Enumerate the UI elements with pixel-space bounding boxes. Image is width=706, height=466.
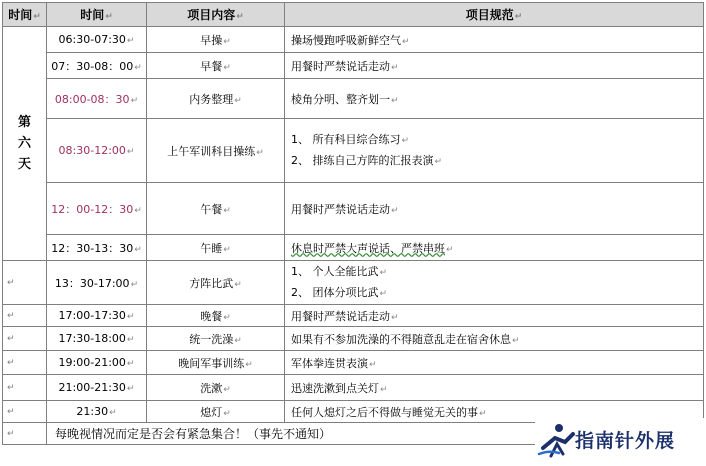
rule-cell: 用餐时严禁说话走动↵ [285,305,704,327]
table-row [3,79,704,119]
rule-cell: 任何人熄灯之后不得做与睡觉无关的事↵ [285,401,704,423]
time-cell: 08:30-12:00↵ [47,119,147,183]
empty-day-cell: ↵ [3,423,47,445]
item-cell: 洗漱↵ [147,375,285,401]
item-cell: 方阵比武↵ [147,261,285,305]
empty-day-cell: ↵ [3,327,47,351]
header-row [3,3,704,27]
day-char: 六 [17,136,31,151]
footer-note: 每晚视情况而定是否会有紧急集合！（事先不通知） [47,423,704,445]
table-row [3,235,704,261]
table-row [3,375,704,401]
table-row [3,119,704,183]
header-day: 时间↵ [3,3,47,27]
day-char: 天 [17,157,31,172]
day-label-cell [3,27,47,261]
item-cell: 午睡↵ [147,235,285,261]
rule-cell: 用餐时严禁说话走动↵ [285,53,704,79]
table-row [3,53,704,79]
empty-day-cell: ↵ [3,351,47,375]
rule-cell: 军体拳连贯表演↵ [285,351,704,375]
watermark-logo [535,418,705,462]
item-cell: 熄灯↵ [147,401,285,423]
table-row [3,261,704,305]
empty-day-cell: ↵ [3,305,47,327]
compass-figure-icon [537,420,577,460]
rule-cell: 操场慢跑呼吸新鲜空气↵ [285,27,704,53]
day-char: 第 [17,115,31,130]
table-row [3,27,704,53]
time-cell: 17:30-18:00↵ [47,327,147,351]
rule-cell: 棱角分明、整齐划一↵ [285,79,704,119]
time-cell: 21:30↵ [47,401,147,423]
rule-cell: 如果有不参加洗澡的不得随意乱走在宿舍休息↵ [285,327,704,351]
item-cell: 晚间军事训练↵ [147,351,285,375]
header-rule: 项目规范↵ [285,3,704,27]
rule-cell: 1、 所有科目综合练习↵ 2、 排练自己方阵的汇报表演↵ [285,119,704,183]
schedule-table [2,2,704,445]
time-cell: 13：30-17:00↵ [47,261,147,305]
time-cell: 12：00-12：30↵ [47,183,147,235]
table-row [3,183,704,235]
empty-day-cell: ↵ [3,261,47,305]
rule-cell: 用餐时严禁说话走动↵ [285,183,704,235]
header-time: 时间↵ [47,3,147,27]
time-cell: 07：30-08：00↵ [47,53,147,79]
rule-cell: 迅速洗漱到点关灯↵ [285,375,704,401]
table-row [3,305,704,327]
item-cell: 早操↵ [147,27,285,53]
empty-day-cell: ↵ [3,375,47,401]
item-cell: 内务整理↵ [147,79,285,119]
item-cell: 早餐↵ [147,53,285,79]
rule-cell: 休息时严禁大声说话、严禁串班↵ [285,235,704,261]
item-cell: 午餐↵ [147,183,285,235]
time-cell: 12：30-13：30↵ [47,235,147,261]
item-cell: 上午军训科目操练↵ [147,119,285,183]
header-item: 项目内容↵ [147,3,285,27]
time-cell: 06:30-07:30↵ [47,27,147,53]
rule-cell: 1、 个人全能比武↵ 2、 团体分项比武↵ [285,261,704,305]
time-cell: 08:00-08：30↵ [47,79,147,119]
item-cell: 统一洗澡↵ [147,327,285,351]
table-row [3,327,704,351]
time-cell: 17:00-17:30↵ [47,305,147,327]
item-cell: 晚餐↵ [147,305,285,327]
table-row [3,351,704,375]
empty-day-cell: ↵ [3,401,47,423]
watermark-text: 指南针外展 [575,430,676,452]
time-cell: 21:00-21:30↵ [47,375,147,401]
time-cell: 19:00-21:00↵ [47,351,147,375]
